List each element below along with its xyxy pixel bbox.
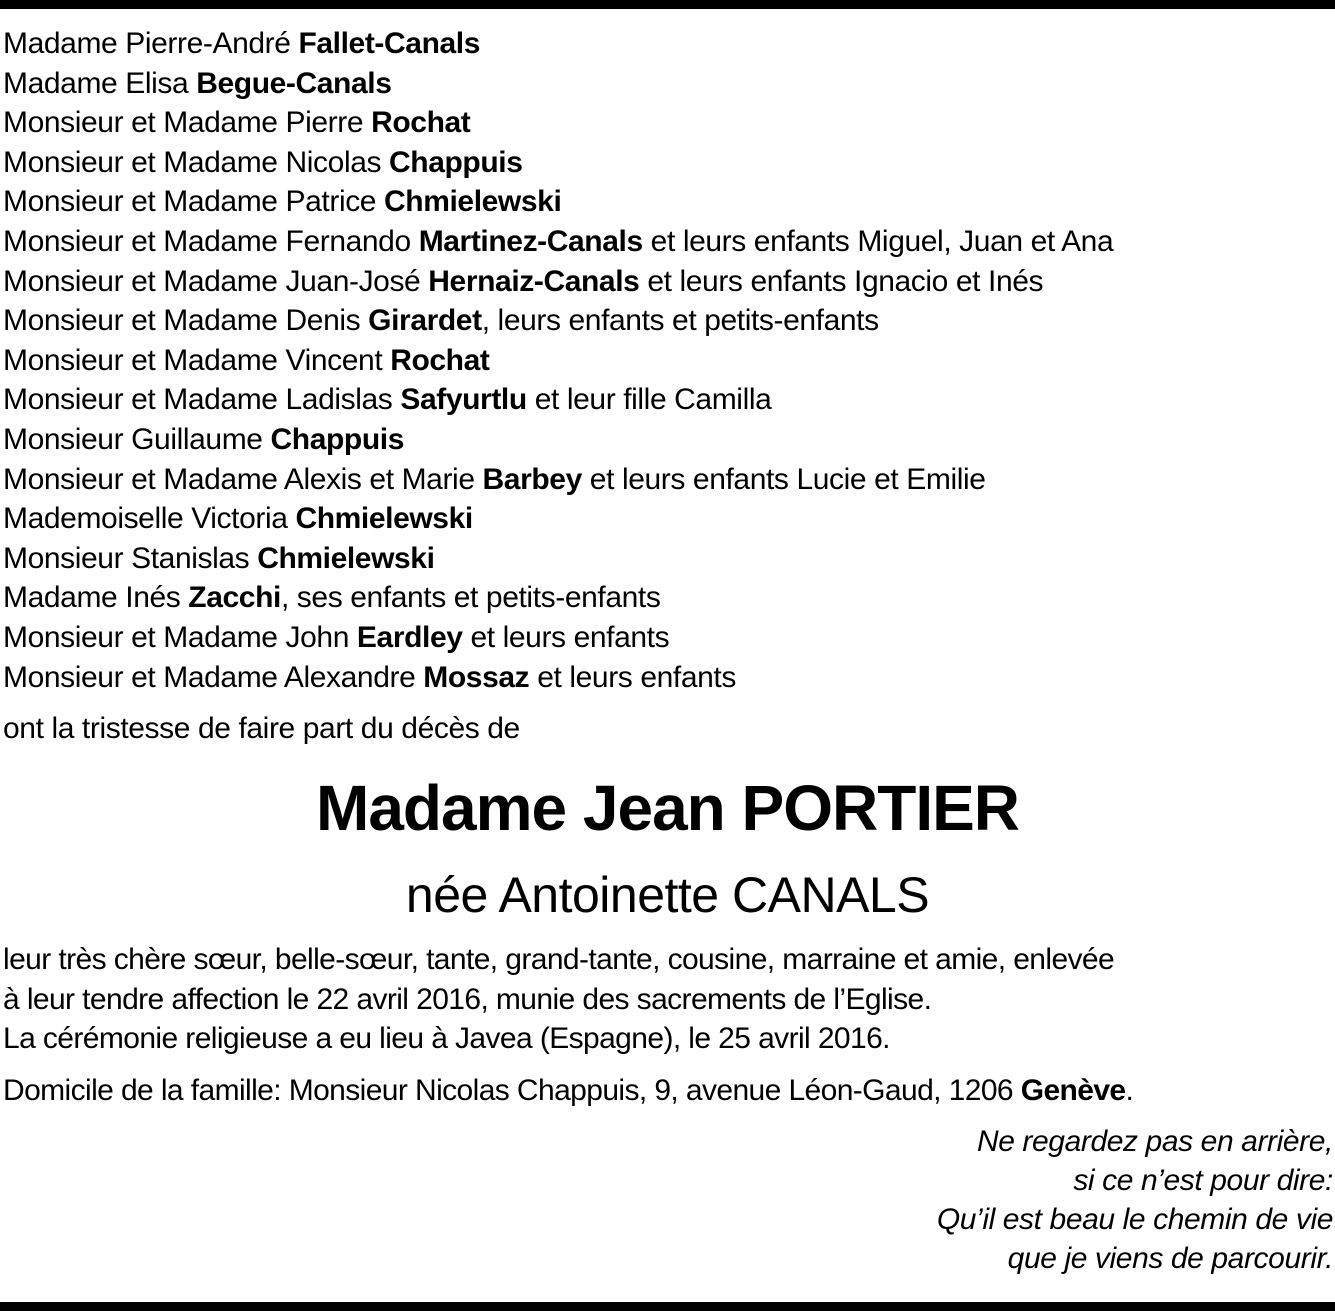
mourner-line — [3, 262, 1333, 302]
mourner-suffix: et leurs enfants — [462, 620, 670, 654]
domicile-end: . — [1125, 1074, 1134, 1107]
mourner-line — [3, 64, 1333, 104]
announcement-body — [3, 940, 1335, 1059]
mourner-surname: Girardet — [368, 304, 482, 338]
mourner-prefix: Monsieur et Madame Alexandre — [3, 660, 424, 694]
deceased-maiden-name: née Antoinette CANALS — [405, 867, 930, 923]
mourner-surname: Rochat — [390, 343, 490, 377]
top-border-rule — [0, 0, 1335, 9]
mourner-suffix: , ses enfants et petits-enfants — [280, 581, 661, 615]
bottom-border-rule — [0, 1302, 1335, 1311]
mourner-prefix: Monsieur et Madame Pierre — [3, 106, 372, 140]
mourner-line — [3, 578, 1333, 618]
body-line: La cérémonie religieuse a eu lieu à Javea (Espagne), le 25 avril 2016. — [3, 1022, 890, 1056]
mourner-line — [3, 24, 1333, 64]
body-line: leur très chère sœur, belle-sœur, tante, grand-tante, cousine, marraine et amie, enlevée — [3, 943, 1115, 976]
mourner-surname: Martinez-Canals — [418, 224, 643, 258]
mourner-prefix: Monsieur et Madame Vincent — [3, 343, 391, 377]
mourner-line — [3, 301, 1333, 341]
mourner-surname: Safyurtlu — [400, 383, 527, 417]
domicile-city: Genève — [1020, 1074, 1126, 1107]
closing-poem — [937, 1122, 1333, 1278]
mourner-line — [3, 222, 1333, 262]
mourner-suffix: et leur fille Camilla — [526, 383, 772, 417]
poem-line: si ce n’est pour dire: — [1073, 1164, 1333, 1197]
mourner-line — [3, 460, 1333, 500]
poem-line: Qu’il est beau le chemin de vie — [936, 1203, 1333, 1236]
mourner-line — [3, 103, 1333, 143]
mourner-suffix: et leurs enfants Lucie et Emilie — [581, 462, 986, 496]
mourner-surname: Barbey — [482, 462, 582, 496]
mourner-surname: Chmielewski — [257, 541, 435, 575]
body-line: à leur tendre affection le 22 avril 2016, munie des sacrements de l’Eglise. — [3, 982, 932, 1016]
mourner-line — [3, 341, 1333, 381]
mourner-surname: Hernaiz-Canals — [428, 264, 640, 298]
mourner-suffix: et leurs enfants Ignacio et Inés — [639, 264, 1044, 298]
mourner-surname: Chmielewski — [295, 502, 473, 536]
mourner-prefix: Monsieur et Madame Fernando — [3, 224, 419, 258]
poem-line: que je viens de parcourir. — [1007, 1242, 1333, 1275]
domicile-text: Domicile de la famille: Monsieur Nicolas Chappuis, 9, avenue Léon-Gaud, 1206 — [3, 1074, 1021, 1107]
mourner-prefix: Monsieur Guillaume — [3, 422, 271, 456]
mourner-surname: Chappuis — [270, 422, 404, 456]
mourner-surname: Eardley — [356, 620, 463, 654]
mourner-line — [3, 618, 1333, 658]
mourner-surname: Zacchi — [188, 581, 281, 615]
mourner-prefix: Madame Pierre-André — [3, 27, 299, 60]
announcement-intro: ont la tristesse de faire part du décès de — [3, 712, 520, 745]
mourner-surname: Mossaz — [423, 660, 530, 694]
mourner-surname: Chmielewski — [384, 185, 562, 219]
mourner-line — [3, 380, 1333, 420]
mourner-line — [3, 499, 1333, 539]
mourner-suffix: et leurs enfants Miguel, Juan et Ana — [642, 224, 1114, 258]
mourner-line — [3, 143, 1333, 183]
mourner-prefix: Monsieur et Madame John — [3, 620, 357, 654]
mourner-prefix: Monsieur et Madame Denis — [3, 304, 369, 338]
mourner-prefix: Monsieur et Madame Nicolas — [3, 145, 390, 179]
deceased-name: Madame Jean PORTIER — [316, 772, 1019, 844]
mourner-line — [3, 658, 1333, 698]
mourner-prefix: Monsieur et Madame Patrice — [3, 185, 385, 219]
mourner-surname: Rochat — [371, 106, 471, 140]
mourners-list — [3, 24, 1333, 697]
mourner-prefix: Monsieur et Madame Ladislas — [3, 383, 401, 417]
mourner-line — [3, 539, 1333, 579]
mourner-surname: Chappuis — [389, 145, 523, 179]
mourner-surname: Fallet-Canals — [298, 27, 480, 60]
mourner-prefix: Mademoiselle Victoria — [3, 502, 296, 536]
mourner-prefix: Madame Inés — [3, 581, 189, 615]
mourner-prefix: Madame Elisa — [3, 66, 197, 100]
mourner-prefix: Monsieur Stanislas — [3, 541, 258, 575]
mourner-line — [3, 420, 1333, 460]
mourner-suffix: , leurs enfants et petits-enfants — [481, 304, 879, 338]
mourner-surname: Begue-Canals — [196, 66, 392, 100]
poem-line: Ne regardez pas en arrière, — [976, 1125, 1333, 1158]
mourner-prefix: Monsieur et Madame Alexis et Marie — [3, 462, 483, 496]
mourner-prefix: Monsieur et Madame Juan-José — [3, 264, 429, 298]
family-domicile — [3, 1071, 1133, 1111]
mourner-suffix: et leurs enfants — [529, 660, 736, 694]
mourner-line — [3, 182, 1333, 222]
